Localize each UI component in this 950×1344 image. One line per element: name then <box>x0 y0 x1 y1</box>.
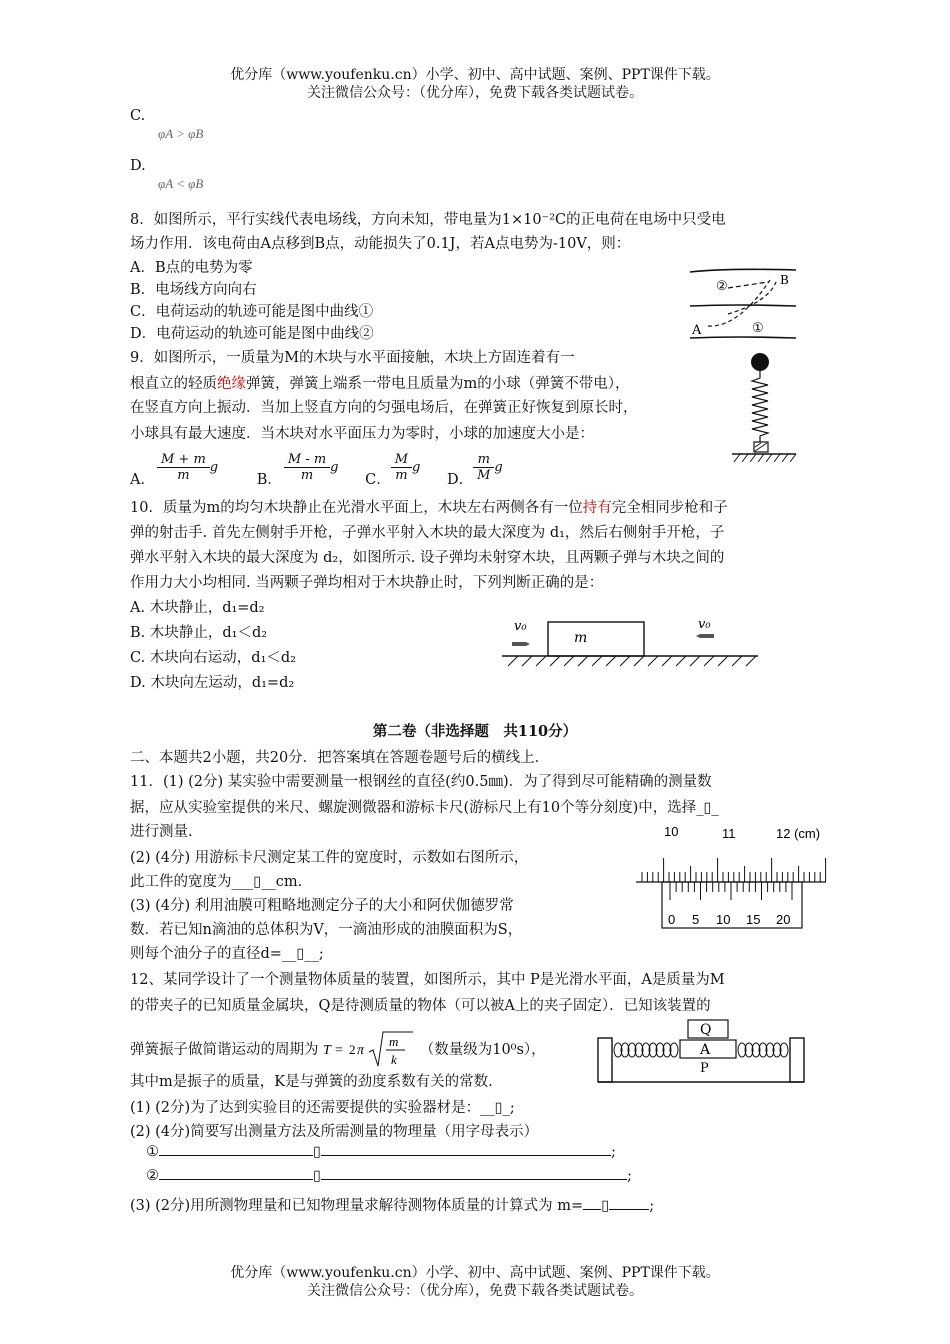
q12-line-9a: (3) (2分)用所测物理量和已知物理量求解待测物体质量的计算式为 m= <box>130 1198 584 1214</box>
q10-fig-v0-right: v₀ <box>698 617 711 632</box>
q12-blank-2-mark: ▯ <box>313 1168 321 1184</box>
q10-option-c: C. 木块向右运动，d₁＜d₂ <box>130 650 296 666</box>
q10-option-d: D. 木块向左运动，d₁=d₂ <box>130 675 295 691</box>
q12-line-9-mark: ▯ <box>601 1198 610 1214</box>
q9-option-b-frac <box>284 452 330 483</box>
q12-line-7 <box>146 1144 616 1160</box>
q8-fig-label-curve1: ① <box>752 321 764 336</box>
q11-part2-line2: 此工件的宽度为___▯__cm. <box>130 874 303 890</box>
vernier-10: 10 <box>716 912 731 927</box>
q12-line-8 <box>146 1168 632 1184</box>
q9-options <box>130 446 503 489</box>
q12-fig-a: A <box>700 1042 711 1058</box>
period-formula <box>323 1030 415 1070</box>
q8-option-b: B．电场线方向向右 <box>130 282 257 298</box>
q12-line-3a: 弹簧振子做简谐运动的周期为 <box>130 1042 319 1058</box>
vernier-caliper-figure <box>630 822 830 934</box>
q9-option-d-den: M <box>477 468 491 483</box>
svg-text:2: 2 <box>349 1042 356 1057</box>
svg-text:k: k <box>391 1052 397 1067</box>
q12-blank-3a[interactable] <box>583 1209 601 1210</box>
svg-text:=: = <box>335 1043 344 1058</box>
q11-part3-line1: (3) (4分) 利用油膜可粗略地测定分子的大小和阿伏伽德罗常 <box>130 898 514 914</box>
q12-blank-1a[interactable] <box>159 1155 313 1156</box>
q10-block-figure <box>500 612 760 674</box>
q12-spring-oscillator-figure <box>596 1018 814 1086</box>
q9-option-a-num: M + m <box>157 452 210 468</box>
q8-option-d: D．电荷运动的轨迹可能是图中曲线② <box>130 326 374 342</box>
q8-fig-label-curve2: ② <box>716 279 728 294</box>
q10-option-b: B. 木块静止，d₁＜d₂ <box>130 625 268 641</box>
svg-text:m: m <box>389 1034 399 1049</box>
q8-field-figure <box>688 262 800 344</box>
q8-fig-label-a: A <box>692 323 702 338</box>
q10-stem-3: 弹水平射入木块的最大深度为 d₂，如图所示. 设子弹均未射穿木块，且两颗子弹与木块之间的 <box>130 550 725 566</box>
option-c-label: C. <box>130 108 146 124</box>
caliper-main-10: 10 <box>664 824 679 839</box>
q9-option-d-num: m <box>473 452 494 468</box>
q9-option-c-num: M <box>391 452 412 468</box>
q9-option-d-frac <box>473 452 494 483</box>
q11-part3-line3: 则每个油分子的直径d=__▯__; <box>130 946 324 962</box>
q9-stem-2a: 根直立的轻质 <box>130 376 217 392</box>
q10-stem-1 <box>130 496 728 517</box>
option-d-expr: φA < φB <box>158 176 204 191</box>
q12-line-1: 12、某同学设计了一个测量物体质量的装置，如图所示，其中 P是光滑水平面，A是质量为M <box>130 972 725 988</box>
q9-option-b-label: B． <box>256 472 282 488</box>
q12-blank-2a[interactable] <box>159 1179 313 1180</box>
q9-option-c-frac <box>391 452 412 483</box>
q9-stem-2b: 弹簧，弹簧上端系一带电且质量为m的小球（弹簧不带电）， <box>246 376 630 392</box>
q9-stem-2 <box>130 372 630 393</box>
q10-fig-m: m <box>574 630 588 646</box>
q12-line-7-mark: ① <box>146 1144 159 1160</box>
q11-part1-line2: 据，应从实验室提供的米尺、螺旋测微器和游标卡尺(游标尺上有10个等分刻度)中，选择_▯_ <box>130 800 719 816</box>
q9-option-b-g: g <box>330 460 339 475</box>
q12-line-8-tail: ; <box>626 1168 632 1184</box>
q10-stem-1b: 完全相同步枪和子 <box>611 500 728 516</box>
q12-line-6: (2) (4分)简要写出测量方法及所需测量的物理量（用字母表示） <box>130 1124 539 1140</box>
q12-blank-3b[interactable] <box>609 1209 649 1210</box>
svg-text:π: π <box>357 1043 365 1058</box>
q12-line-7-tail: ; <box>610 1144 616 1160</box>
q12-fig-p: P <box>700 1061 709 1076</box>
q12-line-3b: （数量级为10⁰s）， <box>419 1042 546 1058</box>
q9-option-a-frac <box>157 452 210 483</box>
q12-blank-1-mark: ▯ <box>313 1144 321 1160</box>
q10-stem-1a: 10．质量为m的均匀木块静止在光滑水平面上，木块左右两侧各有一位 <box>130 500 583 516</box>
q12-line-4: 其中m是振子的质量，K是与弹簧的劲度系数有关的常数. <box>130 1074 493 1090</box>
q11-part1-line3: 进行测量. <box>130 824 193 840</box>
q8-fig-label-b: B <box>780 273 789 287</box>
q9-option-d-g: g <box>494 460 503 475</box>
q9-stem-2-highlight: 绝缘 <box>217 376 246 392</box>
q10-fig-v0-left: v₀ <box>514 619 527 634</box>
q12-line-8-mark: ② <box>146 1168 159 1184</box>
q9-option-a-g: g <box>209 460 219 475</box>
q9-option-a-label: A． <box>130 472 155 488</box>
q11-part1-line1: 11．(1) (2分) 某实验中需要测量一根钢丝的直径(约0.5㎜)．为了得到尽可能精确的测量数 <box>130 774 712 790</box>
q11-part3-line2: 数．若已知n滴油的总体积为V，一滴油形成的油膜面积为S， <box>130 922 523 938</box>
option-c-expr: φA > φB <box>158 126 204 141</box>
vernier-0: 0 <box>668 912 676 927</box>
caliper-main-12: 12 (cm) <box>776 826 821 841</box>
q11-part2-line1: (2) (4分) 用游标卡尺测定某工件的宽度时，示数如右图所示， <box>130 850 529 866</box>
vernier-20: 20 <box>776 912 791 927</box>
q12-line-3 <box>130 1030 546 1070</box>
q9-option-a-den: m <box>177 468 190 483</box>
q12-blank-2b[interactable] <box>321 1179 627 1180</box>
q9-option-c-g: g <box>412 460 421 475</box>
footer-line-1: 优分库（www.youfenku.cn）小学、初中、高中试题、案例、PPT课件下载。 <box>230 1265 720 1281</box>
q9-option-b-den: m <box>300 468 314 483</box>
q10-stem-4: 作用力大小均相同. 当两颗子弹均相对于木块静止时，下列判断正确的是： <box>130 575 604 591</box>
q8-stem-2: 场力作用．该电荷由A点移到B点，动能损失了0.1J，若A点电势为-10V，则： <box>130 236 631 252</box>
q9-stem-4: 小球具有最大速度．当木块对水平面压力为零时，小球的加速度大小是： <box>130 426 594 442</box>
q12-fig-q: Q <box>700 1022 712 1038</box>
part2-title: 第二卷（非选择题 共110分） <box>372 723 578 740</box>
q12-line-9 <box>130 1194 654 1215</box>
q9-option-b-num: M - m <box>284 452 330 468</box>
part2-intro: 二、本题共2小题，共20分．把答案填在答题卷题号后的横线上． <box>130 750 550 766</box>
q9-option-d-label: D． <box>446 472 474 488</box>
vernier-15: 15 <box>746 912 761 927</box>
q10-stem-2: 弹的射击手. 首先左侧射手开枪，子弹水平射入木块的最大深度为 d₁，然后右侧射手开枪，子 <box>130 525 725 541</box>
footer-line-2: 关注微信公众号：（优分库），免费下载各类试题试卷。 <box>307 1283 643 1299</box>
q12-blank-1b[interactable] <box>321 1155 611 1156</box>
q10-stem-1-highlight: 持有 <box>582 500 612 516</box>
option-d-label: D. <box>130 158 146 174</box>
svg-text:T: T <box>323 1043 331 1058</box>
q12-line-9-tail: ; <box>649 1198 655 1214</box>
q10-option-a: A. 木块静止，d₁=d₂ <box>130 600 265 616</box>
caliper-main-11: 11 <box>722 826 736 841</box>
q9-option-c-label: C． <box>365 472 391 488</box>
q9-stem-3: 在竖直方向上振动．当加上竖直方向的匀强电场后，在弹簧正好恢复到原长时， <box>130 400 638 416</box>
header-line-1: 优分库（www.youfenku.cn）小学、初中、高中试题、案例、PPT课件下载。 <box>230 67 720 83</box>
header-line-2: 关注微信公众号：（优分库），免费下载各类试题试卷。 <box>307 85 643 101</box>
q9-option-c-den: m <box>395 468 408 483</box>
q8-option-a: A．B点的电势为零 <box>130 260 253 276</box>
q8-option-c: C．电荷运动的轨迹可能是图中曲线① <box>130 304 374 320</box>
q9-spring-figure <box>728 350 800 466</box>
q12-line-2: 的带夹子的已知质量金属块，Q是待测质量的物体（可以被A上的夹子固定）．已知该装置的 <box>130 998 711 1014</box>
q8-stem-1: 8．如图所示，平行实线代表电场线，方向未知，带电量为1×10⁻²C的正电荷在电场中只受电 <box>130 212 726 228</box>
q12-line-5: (1) (2分)为了达到实验目的还需要提供的实验器材是：__▯_; <box>130 1100 515 1116</box>
vernier-5: 5 <box>692 912 700 927</box>
q9-stem-1: 9．如图所示，一质量为M的木块与水平面接触，木块上方固连着有一 <box>130 350 575 366</box>
